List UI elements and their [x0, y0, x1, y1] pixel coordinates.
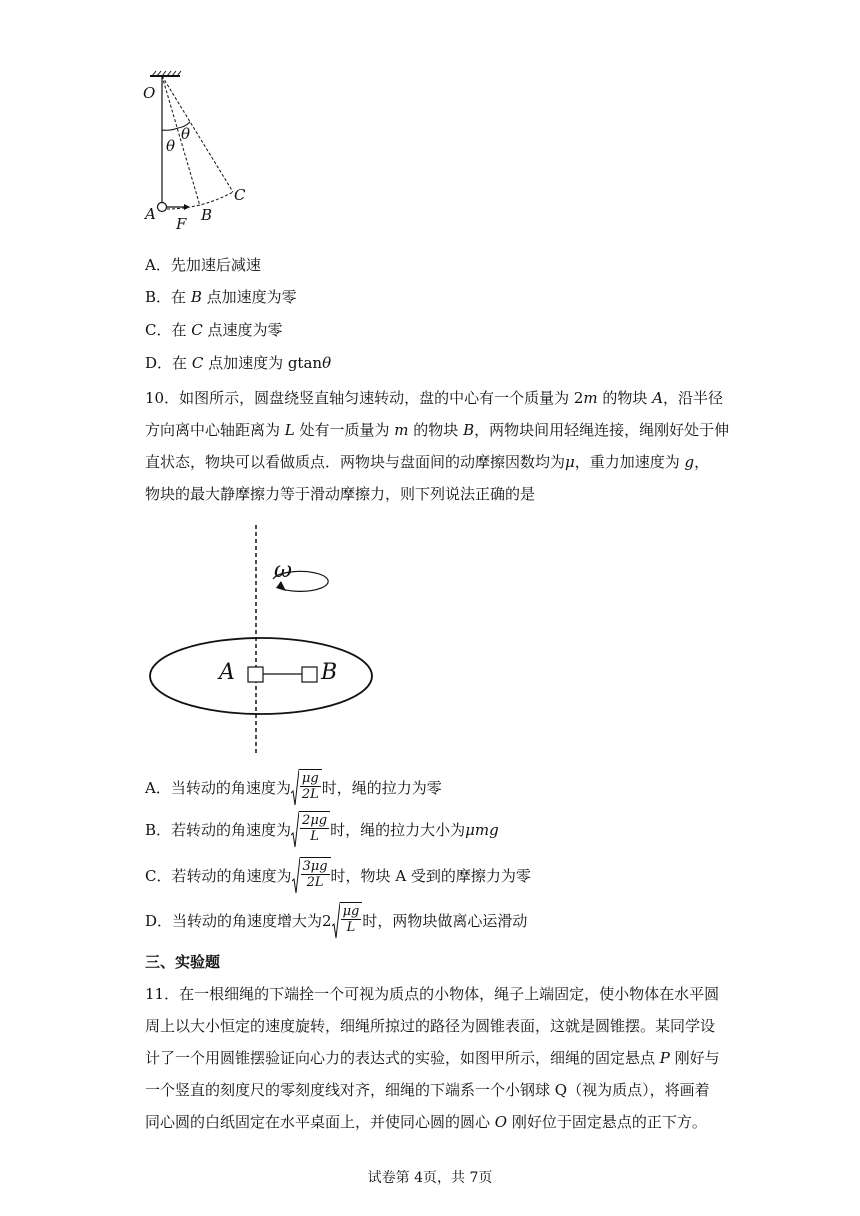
pendulum-figure [140, 70, 260, 240]
label-f: F [176, 215, 187, 233]
label-theta-1: θ [166, 137, 176, 155]
q9-option-d: D．在 C 点加速度为 gtanθ [145, 354, 332, 372]
q9-option-a: A．先加速后减速 [145, 256, 261, 274]
q11-stem: 11．在一根细绳的下端拴一个可视为质点的小物体，绳子上端固定，使小物体在水平圆 周上以大小恒定的速度旋转，细绳所掠过的路径为圆锥表面，这就是圆锥摆。某同学设 计了一个用圆锥摆验证向心力的表达式的实验，如图甲所示，细绳的固定悬点 P 刚好与 一个竖直的刻度尺的零刻度线对齐，细绳的下端系一个小钢球 Q（视为质点），将画着 同心圆的白纸固定在水平桌面上，并使同心圆的圆心 O 刚好位于固定悬点的正下方。 [145, 985, 720, 1131]
label-a: A [145, 205, 156, 223]
q9-option-b: B．在 B 点加速度为零 [145, 288, 297, 306]
q10-option-a: A． 当转动的角速度为 $\frac{\mu g}{2L}$ 时，绳的拉力为零 [145, 768, 442, 808]
label-block-a: A [219, 660, 235, 685]
label-omega: ω [274, 558, 292, 583]
page-footer: 试卷第 4页，共 7页 [367, 1170, 493, 1186]
label-o: O [143, 84, 156, 102]
label-block-b: B [321, 660, 338, 685]
label-c: C [234, 186, 246, 204]
q10-option-d: D． 当转动的角速度增大为 2 $\frac{\mu g}{L}$ 时，两物块做离心运滑动 [145, 901, 527, 941]
q10-option-b: B． 若转动的角速度为 $\frac{2\mu g}{L}$ 时，绳的拉力大小为 μmg [145, 810, 499, 850]
label-theta-2: θ [181, 125, 191, 143]
q10-option-c: C． 若转动的角速度为 $\frac{3\mu g}{2L}$ 时，物块 A 受到的摩擦力为零 [145, 856, 531, 896]
q10-stem: 10．如图所示，圆盘绕竖直轴匀速转动，盘的中心有一个质量为 2m 的物块 A，沿半径 方向离中心轴距离为 L 处有一质量为 m 的物块 B，两物块间用轻绳连接，绳刚好处于伸 直状态，物块可以看做质点．两物块与盘面间的动摩擦因数均为μ，重力加速度为 g， 物块的最大静摩擦力等于滑动摩擦力，则下列说法正确的是 [145, 389, 730, 503]
q9-option-c: C．在 C 点速度为零 [145, 321, 283, 339]
section-heading: 三、实验题 [145, 953, 221, 971]
disk-figure [145, 525, 385, 755]
label-b: B [201, 206, 213, 224]
